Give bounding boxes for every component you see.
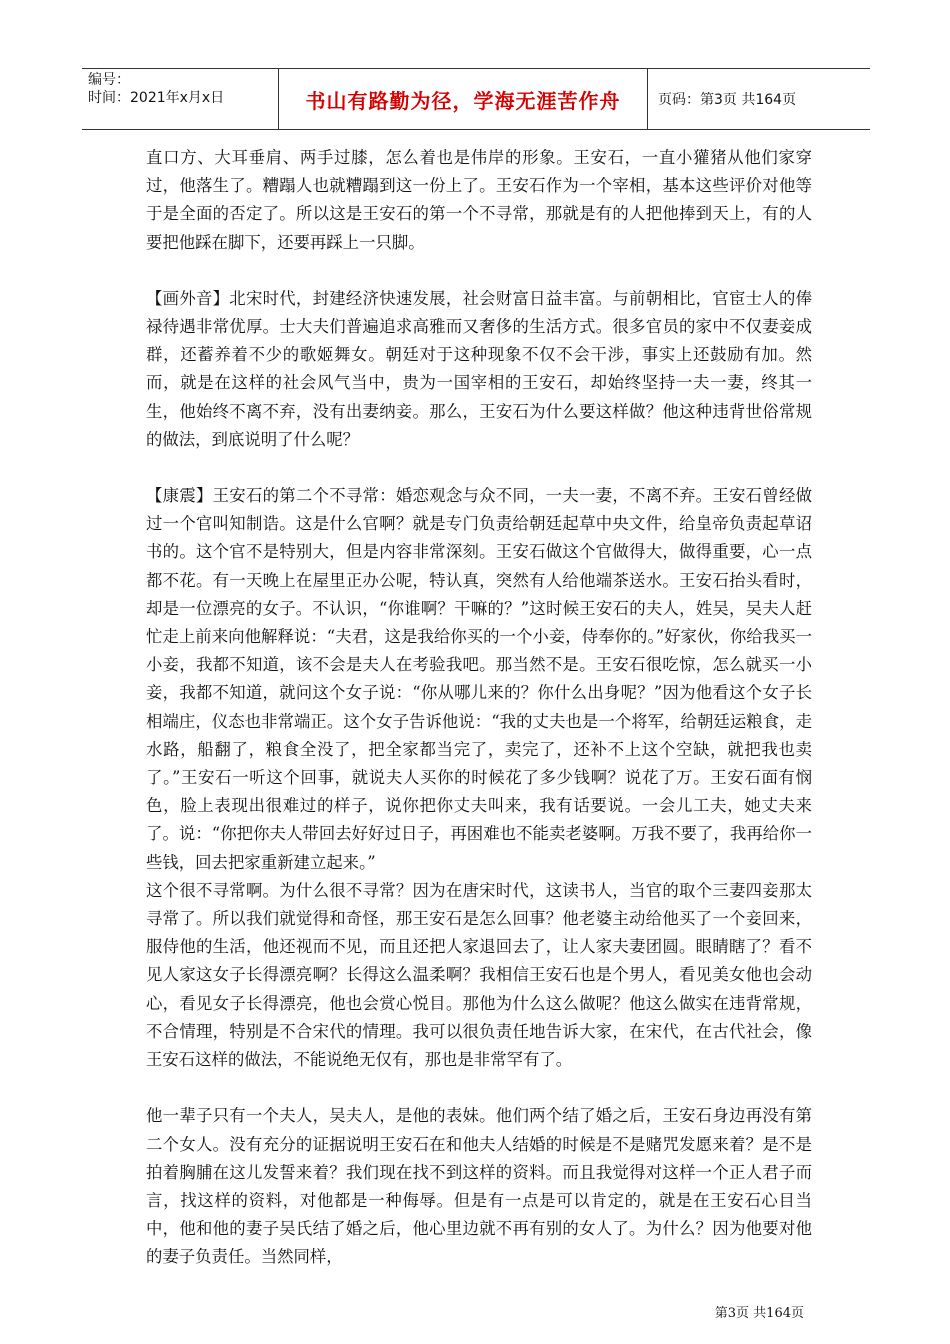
header-meta (82, 69, 279, 129)
body-paragraph: 这个很不寻常啊。为什么很不寻常？因为在唐宋时代，这读书人，当官的取个三妻四妾那太寻常了。所以我们就觉得和奇怪，那王安石是怎么回事？他老婆主动给他买了一个妾回来，服侍他的生活，他还视而不见，而且还把人家退回去了，让人家夫妻团圆。眼睛瞎了？看不见人家这女子长得漂亮啊？长得这么温柔啊？我相信王安石也是个男人，看见美女他也会动心，看见女子长得漂亮，他也会赏心悦目。那他为什么这么做呢？他这么做实在违背常规，不合情理，特别是不合宋代的情理。我可以很负责任地告诉大家，在宋代，在古代社会，像王安石这样的做法，不能说绝无仅有，那也是非常罕有了。 (146, 880, 812, 1070)
document-body (146, 144, 812, 1272)
page-header (82, 68, 870, 130)
header-page-cell (648, 69, 870, 129)
body-paragraph: 【画外音】北宋时代，封建经济快速发展，社会财富日益丰富。与前朝相比，官宦士人的俸禄待遇非常优厚。士大夫们普遍追求高雅而又奢侈的生活方式。很多官员的家中不仅妻妾成群，还蓄养着不少的歌姬舞女。朝廷对于这种现象不仅不会干涉，事实上还鼓励有加。然而，就是在这样的社会风气当中，贵为一国宰相的王安石，却始终坚持一夫一妻，终其一生，他始终不离不弃，没有出妻纳妾。那么，王安石为什么要这样做？他这种违背世俗常规的做法，到底说明了什么呢？ (146, 288, 812, 449)
body-paragraph: 直口方、大耳垂肩、两手过膝，怎么着也是伟岸的形象。王安石，一直小獾猪从他们家穿过，他落生了。糟蹋人也就糟蹋到这一份上了。王安石作为一个宰相，基本这些评价对他等于是全面的否定了。所以这是王安石的第一个不寻常，那就是有的人把他捧到天上，有的人要把他踩在脚下，还要再踩上一只脚。 (146, 148, 812, 252)
page-footer: 第3页 共164页 (714, 1306, 804, 1321)
header-motto-cell (279, 69, 648, 129)
body-paragraph: 【康震】王安石的第二个不寻常：婚恋观念与众不同，一夫一妻，不离不弃。王安石曾经做过一个官叫知制诰。这是什么官啊？就是专门负责给朝廷起草中央文件，给皇帝负责起草诏书的。这个官不是特别大，但是内容非常深刻。王安石做这个官做得大，做得重要，心一点都不花。有一天晚上在屋里正办公呢，特认真，突然有人给他端茶送水。王安石抬头看时，却是一位漂亮的女子。不认识，“你谁啊？干嘛的？”这时候王安石的夫人，姓吴，吴夫人赶忙走上前来向他解释说：“夫君，这是我给你买的一个小妾，侍奉你的。”好家伙，你给我买一小妾，我都不知道，该不会是夫人在考验我吧。那当然不是。王安石很吃惊，怎么就买一小妾，我都不知道，就问这个女子说：“你从哪儿来的？你什么出身呢？”因为他看这个女子长相端庄，仪态也非常端正。这个女子告诉他说：“我的丈夫也是一个将军，给朝廷运粮食，走水路，船翻了，粮食全没了，把全家都当完了，卖完了，还补不上这个空缺，就把我也卖了。”王安石一听这个回事，就说夫人买你的时候花了多少钱啊？说花了万。王安石面有悯色，脸上表现出很难过的样子，说你把你丈夫叫来，我有话要说。一会儿工夫，她丈夫来了。说：“你把你夫人带回去好好过日子，再困难也不能卖老婆啊。万我不要了，我再给你一些钱，回去把家重新建立起来。” (146, 486, 812, 872)
document-number-label: 编号： (88, 72, 130, 88)
body-paragraph: 他一辈子只有一个夫人，吴夫人，是他的表妹。他们两个结了婚之后，王安石身边再没有第二个女人。没有充分的证据说明王安石在和他夫人结婚的时候是不是赌咒发愿来着？是不是拍着胸脯在这儿发誓来着？我们现在找不到这样的资料。而且我觉得对这样一个正人君子而言，找这样的资料，对他都是一种侮辱。但是有一点是可以肯定的，就是在王安石心目当中，他和他的妻子吴氏结了婚之后，他心里边就不再有别的女人了。为什么？因为他要对他的妻子负责任。当然同样， (146, 1106, 812, 1267)
document-date-label: 时间：2021年x月x日 (88, 90, 225, 106)
header-page-number: 页码：第3页 共164页 (658, 92, 797, 108)
header-motto: 书山有路勤为径，学海无涯苦作舟 (305, 88, 621, 113)
